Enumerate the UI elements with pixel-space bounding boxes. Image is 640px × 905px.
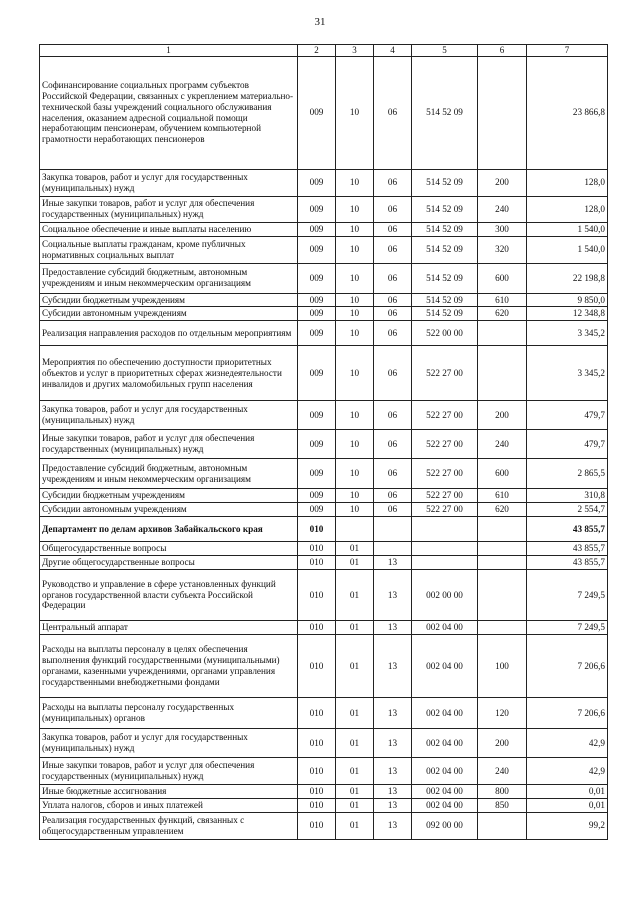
row-amount: 479,7: [527, 401, 608, 430]
table-row: [40, 263, 608, 293]
row-expense-type: [478, 346, 527, 401]
table-row: [40, 799, 608, 813]
row-name: Мероприятия по обеспечению доступности приоритетных объектов и услуг в приоритетных сферах жизнедеятельности инвалидов и других маломобильных групп населения: [40, 346, 298, 401]
row-subsection: 06: [374, 169, 412, 196]
row-target-article: 002 00 00: [412, 570, 478, 621]
row-section: 10: [336, 56, 374, 169]
row-target-article: 522 27 00: [412, 503, 478, 517]
row-subsection: 13: [374, 799, 412, 813]
row-amount: 43 855,7: [527, 556, 608, 570]
row-expense-type: [478, 321, 527, 346]
row-ved: 010: [298, 799, 336, 813]
row-expense-type: [478, 517, 527, 542]
row-target-article: 002 04 00: [412, 621, 478, 635]
row-ved: 010: [298, 517, 336, 542]
row-target-article: 002 04 00: [412, 698, 478, 729]
budget-table: [39, 44, 608, 840]
row-expense-type: [478, 570, 527, 621]
row-ved: 010: [298, 621, 336, 635]
row-ved: 009: [298, 346, 336, 401]
row-section: 10: [336, 459, 374, 489]
row-ved: 010: [298, 729, 336, 758]
row-amount: 3 345,2: [527, 321, 608, 346]
table-row: [40, 222, 608, 236]
table-row: [40, 517, 608, 542]
row-expense-type: 600: [478, 459, 527, 489]
row-expense-type: 320: [478, 236, 527, 263]
row-target-article: 514 52 09: [412, 222, 478, 236]
row-expense-type: 300: [478, 222, 527, 236]
row-target-article: 002 04 00: [412, 799, 478, 813]
table-row: [40, 503, 608, 517]
row-subsection: 13: [374, 698, 412, 729]
row-target-article: 522 27 00: [412, 430, 478, 459]
row-target-article: 002 04 00: [412, 729, 478, 758]
column-header: 7: [527, 45, 608, 57]
column-header: 2: [298, 45, 336, 57]
row-amount: 3 345,2: [527, 346, 608, 401]
column-header: 5: [412, 45, 478, 57]
row-ved: 009: [298, 401, 336, 430]
row-name: Расходы на выплаты персоналу в целях обеспечения выполнения функций государственными (муниципальными) органами, казенными учреждениями, органами управления государственными внебюджетными фондами: [40, 635, 298, 698]
row-subsection: 13: [374, 621, 412, 635]
row-subsection: 13: [374, 635, 412, 698]
row-subsection: 13: [374, 556, 412, 570]
row-amount: 42,9: [527, 729, 608, 758]
row-ved: 010: [298, 698, 336, 729]
row-expense-type: 200: [478, 169, 527, 196]
row-subsection: [374, 517, 412, 542]
row-name: Социальное обеспечение и иные выплаты населению: [40, 222, 298, 236]
row-name: Софинансирование социальных программ субъектов Российской Федерации, связанных с укреплением материально-технической базы учреждений социального обслуживания населения, оказанием адресной социальной помощи неработающим пенсионерам, обучением компьютерной грамотности неработающих пенсионеров: [40, 56, 298, 169]
row-target-article: 514 52 09: [412, 196, 478, 222]
table-row: [40, 758, 608, 785]
row-ved: 009: [298, 307, 336, 321]
row-section: 01: [336, 621, 374, 635]
row-ved: 009: [298, 430, 336, 459]
row-subsection: 13: [374, 812, 412, 839]
row-target-article: 522 27 00: [412, 459, 478, 489]
row-expense-type: 200: [478, 401, 527, 430]
row-section: 10: [336, 321, 374, 346]
table-row: [40, 321, 608, 346]
row-expense-type: 800: [478, 785, 527, 799]
row-subsection: 06: [374, 401, 412, 430]
row-name: Закупка товаров, работ и услуг для государственных (муниципальных) нужд: [40, 729, 298, 758]
row-target-article: 514 52 09: [412, 307, 478, 321]
row-name: Субсидии автономным учреждениям: [40, 503, 298, 517]
row-target-article: 002 04 00: [412, 758, 478, 785]
row-section: 10: [336, 293, 374, 307]
row-ved: 009: [298, 489, 336, 503]
row-name: Субсидии бюджетным учреждениям: [40, 489, 298, 503]
row-target-article: 522 00 00: [412, 321, 478, 346]
row-target-article: 092 00 00: [412, 812, 478, 839]
row-ved: 009: [298, 503, 336, 517]
table-row: [40, 698, 608, 729]
row-section: 01: [336, 556, 374, 570]
row-amount: 0,01: [527, 785, 608, 799]
row-name: Закупка товаров, работ и услуг для государственных (муниципальных) нужд: [40, 169, 298, 196]
row-expense-type: 240: [478, 196, 527, 222]
table-body: [40, 56, 608, 839]
row-ved: 010: [298, 758, 336, 785]
row-section: 10: [336, 196, 374, 222]
row-target-article: 002 04 00: [412, 785, 478, 799]
row-expense-type: [478, 556, 527, 570]
row-section: 10: [336, 401, 374, 430]
row-subsection: 13: [374, 758, 412, 785]
row-name: Субсидии бюджетным учреждениям: [40, 293, 298, 307]
row-amount: 7 249,5: [527, 621, 608, 635]
row-section: 10: [336, 263, 374, 293]
row-ved: 010: [298, 556, 336, 570]
row-expense-type: 850: [478, 799, 527, 813]
table-row: [40, 785, 608, 799]
row-ved: 009: [298, 236, 336, 263]
row-target-article: 514 52 09: [412, 236, 478, 263]
row-subsection: 06: [374, 503, 412, 517]
row-section: 10: [336, 503, 374, 517]
row-amount: 7 206,6: [527, 635, 608, 698]
table-row: [40, 635, 608, 698]
row-target-article: 522 27 00: [412, 346, 478, 401]
row-expense-type: 600: [478, 263, 527, 293]
row-amount: 128,0: [527, 169, 608, 196]
row-expense-type: 610: [478, 293, 527, 307]
row-subsection: 06: [374, 56, 412, 169]
column-header: 4: [374, 45, 412, 57]
table-row: [40, 293, 608, 307]
row-section: 10: [336, 169, 374, 196]
row-ved: 010: [298, 785, 336, 799]
row-target-article: 522 27 00: [412, 489, 478, 503]
row-section: 01: [336, 635, 374, 698]
row-amount: 12 348,8: [527, 307, 608, 321]
row-name: Другие общегосударственные вопросы: [40, 556, 298, 570]
row-section: 10: [336, 222, 374, 236]
row-ved: 010: [298, 635, 336, 698]
row-subsection: 13: [374, 729, 412, 758]
row-target-article: [412, 556, 478, 570]
row-name: Центральный аппарат: [40, 621, 298, 635]
table-row: [40, 489, 608, 503]
row-name: Субсидии автономным учреждениям: [40, 307, 298, 321]
table-row: [40, 430, 608, 459]
row-expense-type: 200: [478, 729, 527, 758]
row-subsection: 06: [374, 263, 412, 293]
row-amount: 2 865,5: [527, 459, 608, 489]
row-name: Расходы на выплаты персоналу государственных (муниципальных) органов: [40, 698, 298, 729]
row-target-article: 514 52 09: [412, 169, 478, 196]
row-target-article: 514 52 09: [412, 56, 478, 169]
row-section: 01: [336, 812, 374, 839]
row-expense-type: [478, 621, 527, 635]
row-subsection: 06: [374, 293, 412, 307]
column-header: 6: [478, 45, 527, 57]
row-name: Социальные выплаты гражданам, кроме публичных нормативных социальных выплат: [40, 236, 298, 263]
table-row: [40, 570, 608, 621]
row-section: 01: [336, 758, 374, 785]
header-row: [40, 45, 608, 57]
row-name: Общегосударственные вопросы: [40, 542, 298, 556]
row-ved: 010: [298, 812, 336, 839]
row-section: 01: [336, 729, 374, 758]
row-amount: 43 855,7: [527, 517, 608, 542]
table-row: [40, 729, 608, 758]
row-expense-type: 240: [478, 430, 527, 459]
row-section: 10: [336, 489, 374, 503]
row-name: Предоставление субсидий бюджетным, автономным учреждениям и иным некоммерческим организациям: [40, 459, 298, 489]
row-name: Уплата налогов, сборов и иных платежей: [40, 799, 298, 813]
row-ved: 009: [298, 459, 336, 489]
row-section: 10: [336, 430, 374, 459]
row-subsection: 06: [374, 307, 412, 321]
row-amount: 128,0: [527, 196, 608, 222]
row-amount: 1 540,0: [527, 222, 608, 236]
page-number: 31: [314, 16, 326, 28]
row-ved: 010: [298, 542, 336, 556]
row-amount: 1 540,0: [527, 236, 608, 263]
row-target-article: 522 27 00: [412, 401, 478, 430]
row-expense-type: [478, 542, 527, 556]
table-row: [40, 556, 608, 570]
table-row: [40, 542, 608, 556]
row-expense-type: 240: [478, 758, 527, 785]
row-subsection: 06: [374, 222, 412, 236]
row-subsection: 06: [374, 459, 412, 489]
row-section: 10: [336, 307, 374, 321]
row-section: [336, 517, 374, 542]
row-amount: 7 206,6: [527, 698, 608, 729]
row-section: 01: [336, 542, 374, 556]
row-amount: 7 249,5: [527, 570, 608, 621]
row-section: 01: [336, 785, 374, 799]
row-subsection: 06: [374, 489, 412, 503]
row-target-article: [412, 517, 478, 542]
row-expense-type: 120: [478, 698, 527, 729]
row-subsection: [374, 542, 412, 556]
row-subsection: 13: [374, 785, 412, 799]
table-row: [40, 401, 608, 430]
row-expense-type: [478, 56, 527, 169]
row-subsection: 06: [374, 346, 412, 401]
row-section: 10: [336, 236, 374, 263]
row-name: Предоставление субсидий бюджетным, автономным учреждениям и иным некоммерческим организациям: [40, 263, 298, 293]
row-name: Иные бюджетные ассигнования: [40, 785, 298, 799]
row-amount: 2 554,7: [527, 503, 608, 517]
row-amount: 479,7: [527, 430, 608, 459]
row-section: 10: [336, 346, 374, 401]
row-name: Руководство и управление в сфере установленных функций органов государственной власти субъекта Российской Федерации: [40, 570, 298, 621]
row-ved: 009: [298, 263, 336, 293]
row-ved: 010: [298, 570, 336, 621]
row-name: Иные закупки товаров, работ и услуг для обеспечения государственных (муниципальных) нужд: [40, 758, 298, 785]
row-subsection: 13: [374, 570, 412, 621]
row-ved: 009: [298, 321, 336, 346]
row-amount: 43 855,7: [527, 542, 608, 556]
row-ved: 009: [298, 293, 336, 307]
row-ved: 009: [298, 222, 336, 236]
row-section: 01: [336, 698, 374, 729]
row-amount: 23 866,8: [527, 56, 608, 169]
row-amount: 42,9: [527, 758, 608, 785]
row-expense-type: 100: [478, 635, 527, 698]
row-ved: 009: [298, 56, 336, 169]
column-header: 3: [336, 45, 374, 57]
row-expense-type: 620: [478, 503, 527, 517]
table-row: [40, 169, 608, 196]
row-subsection: 06: [374, 196, 412, 222]
row-amount: 99,2: [527, 812, 608, 839]
row-amount: 310,8: [527, 489, 608, 503]
table-row: [40, 812, 608, 839]
row-name: Иные закупки товаров, работ и услуг для обеспечения государственных (муниципальных) нужд: [40, 430, 298, 459]
row-expense-type: 620: [478, 307, 527, 321]
row-target-article: 514 52 09: [412, 293, 478, 307]
column-header: 1: [40, 45, 298, 57]
row-ved: 009: [298, 196, 336, 222]
row-name: Департамент по делам архивов Забайкальского края: [40, 517, 298, 542]
table-row: [40, 196, 608, 222]
row-name: Реализация направления расходов по отдельным мероприятиям: [40, 321, 298, 346]
row-target-article: 002 04 00: [412, 635, 478, 698]
row-name: Реализация государственных функций, связанных с общегосударственным управлением: [40, 812, 298, 839]
table-row: [40, 346, 608, 401]
row-target-article: [412, 542, 478, 556]
row-amount: 9 850,0: [527, 293, 608, 307]
row-target-article: 514 52 09: [412, 263, 478, 293]
table-row: [40, 459, 608, 489]
row-subsection: 06: [374, 236, 412, 263]
row-section: 01: [336, 799, 374, 813]
table-row: [40, 56, 608, 169]
table-row: [40, 236, 608, 263]
row-name: Иные закупки товаров, работ и услуг для обеспечения государственных (муниципальных) нужд: [40, 196, 298, 222]
table-row: [40, 621, 608, 635]
row-subsection: 06: [374, 321, 412, 346]
row-amount: 0,01: [527, 799, 608, 813]
table-row: [40, 307, 608, 321]
row-ved: 009: [298, 169, 336, 196]
row-name: Закупка товаров, работ и услуг для государственных (муниципальных) нужд: [40, 401, 298, 430]
row-section: 01: [336, 570, 374, 621]
row-subsection: 06: [374, 430, 412, 459]
row-expense-type: 610: [478, 489, 527, 503]
row-expense-type: [478, 812, 527, 839]
row-amount: 22 198,8: [527, 263, 608, 293]
